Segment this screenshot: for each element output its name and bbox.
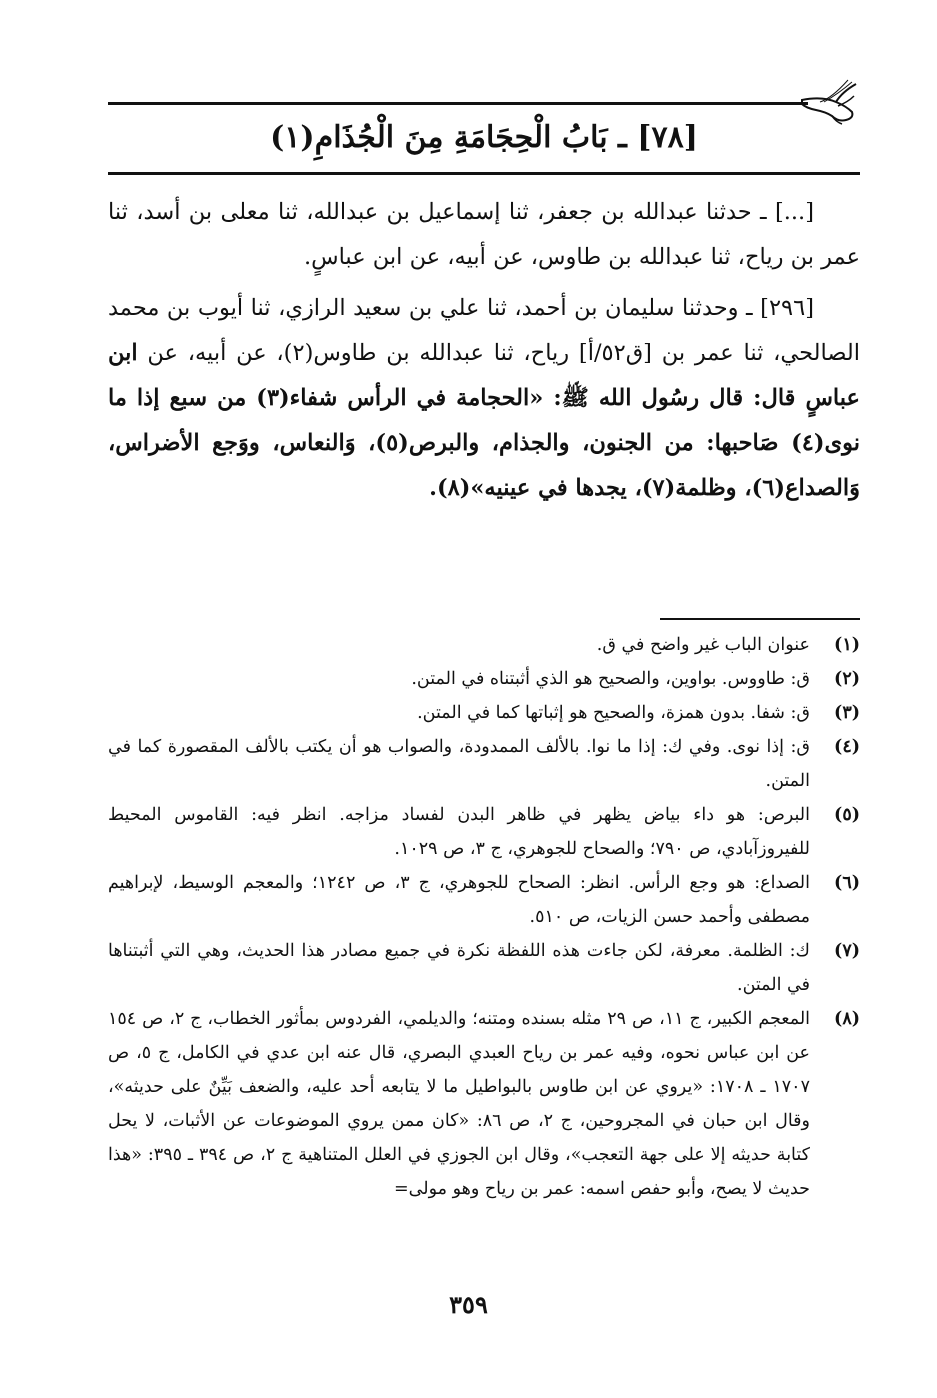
- footnotes: [108, 628, 860, 1206]
- hadith-text-bold: ابن عباسٍ قال: قال رسُول الله ﷺ: «الحجامة في الرأس شفاء(٣) من سبع إذا ما نوى(٤) صَاحبها: من الجنون، والجذام، والبرص(٥)، وَالنعاس، ووَجع الأضراس، وَالصداع(٦)، وظلمة(٧)، يجدها في عينيه»(٨).: [108, 340, 860, 501]
- main-text: [108, 190, 860, 517]
- footnote: [108, 628, 860, 662]
- footnote-text: ق: شفا. بدون همزة، والصحيح هو إثباتها كما في المتن.: [417, 703, 810, 723]
- footnote: [108, 730, 860, 798]
- footnote-number: (٥): [834, 805, 860, 825]
- footnote-number: (٤): [834, 737, 860, 757]
- footnote-text: ك: الظلمة. معرفة، لكن جاءت هذه اللفظة نكرة في جميع مصادر هذا الحديث، وهي التي أثبتناها في المتن.: [108, 941, 810, 995]
- hadith-text: [٢٩٦] ـ وحدثنا سليمان بن أحمد، ثنا علي بن سعيد الرازي، ثنا أيوب بن محمد الصالحي، ثنا عمر بن [ق٥٢/أ] رياح، ثنا عبدالله بن طاوس(٢)، عن أبيه، عن: [108, 295, 860, 366]
- footnote-number: (١): [834, 635, 860, 655]
- page-number: ٣٥٩: [449, 1290, 488, 1319]
- hadith-text: [...] ـ حدثنا عبدالله بن جعفر، ثنا إسماعيل بن عبدالله، ثنا معلى بن أسد، ثنا عمر بن رياح، ثنا عبدالله بن طاوس، عن أبيه، عن ابن عباسٍ.: [108, 199, 860, 270]
- footnote-number: (٧): [834, 941, 860, 961]
- footnote: [108, 696, 860, 730]
- footnote-number: (٢): [834, 669, 860, 689]
- footnote-number: (٨): [834, 1009, 860, 1029]
- footnote: [108, 1002, 860, 1206]
- footnote: [108, 798, 860, 866]
- footnote-text: ق: طاووس. بواوين، والصحيح هو الذي أثبتناه في المتن.: [411, 669, 810, 689]
- footnote-separator: [660, 618, 860, 620]
- hadith-paragraph: [108, 286, 860, 511]
- chapter-title: [٧٨] ـ بَابُ الْحِجَامَةِ مِنَ الْجُذَامِ(١): [270, 120, 698, 155]
- footnote: [108, 662, 860, 696]
- footnote-text: ق: إذا نوى. وفي ك: إذا ما نوا. بالألف الممدودة، والصواب هو أن يكتب بالألف المقصورة كما في المتن.: [108, 737, 810, 791]
- footnote: [108, 866, 860, 934]
- footnote-number: (٣): [834, 703, 860, 723]
- footnote-text: الصداع: هو وجع الرأس. انظر: الصحاح للجوهري، ج ٣، ص ١٢٤٢؛ والمعجم الوسيط، لإبراهيم مصطفى وأحمد حسن الزيات، ص ٥١٠.: [108, 873, 810, 927]
- header-top-rule: [108, 102, 808, 105]
- footnote-text: المعجم الكبير، ج ١١، ص ٢٩ مثله بسنده ومتنه؛ والديلمي، الفردوس بمأثور الخطاب، ج ٢، ص ١٥٤ عن ابن عباس نحوه، وفيه عمر بن رياح العبدي البصري، قال عنه ابن عدي في الكامل، ج ٥، ص ١٧٠٧ ـ ١٧٠٨: «يروي عن ابن طاوس بالبواطيل ما لا يتابعه أحد عليه، والضعف بَيِّنٌ على حديثه»، وقال ابن حبان في المجروحين، ج ٢، ص ٨٦: «كان ممن يروي الموضوعات عن الأثبات، لا يحل كتابة حديثه إلا على جهة التعجب»، وقال ابن الجوزي في العلل المتناهية ج ٢، ص ٣٩٤ ـ ٣٩٥: «هذا حديث لا يصح، وأبو حفص اسمه: عمر بن رياح وهو مولى=: [108, 1009, 811, 1199]
- header-bottom-rule: [108, 172, 860, 175]
- footnote-number: (٦): [834, 873, 860, 893]
- footnote-text: عنوان الباب غير واضح في ق.: [596, 635, 810, 655]
- footnote-text: البرص: هو داء بياض يظهر في ظاهر البدن لفساد مزاجه. انظر فيه: القاموس المحيط للفيروزآبادي، ص ٧٩٠؛ والصحاح للجوهري، ج ٣، ص ١٠٢٩.: [108, 805, 810, 859]
- footnote: [108, 934, 860, 1002]
- hadith-paragraph: [108, 190, 860, 280]
